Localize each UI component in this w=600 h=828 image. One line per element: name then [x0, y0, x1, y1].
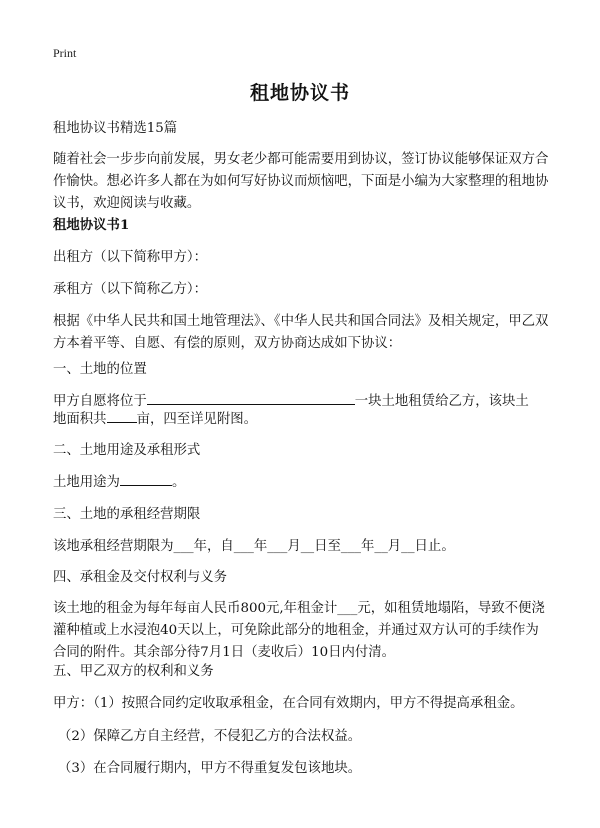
clause2-title: 二、土地用途及承租形式 [53, 443, 201, 458]
clause5-item1: 甲方：（1）按照合同约定收取承租金，在合同有效期内，甲方不得提高承租金。 [53, 696, 524, 711]
clause5-item3: （3）在合同履行期内，甲方不得重复发包该地块。 [58, 761, 362, 776]
clause1-title: 一、土地的位置 [53, 362, 147, 377]
clause5-title: 五、甲乙双方的权利和义务 [53, 664, 214, 679]
lessor-line: 出租方（以下简称甲方）： [53, 250, 207, 265]
clause1-text-a: 甲方自愿将位于 [53, 394, 147, 409]
clause3-title: 三、土地的承租经营期限 [53, 507, 201, 522]
clause2-text-b: 。 [171, 475, 186, 490]
clause4-title: 四、承租金及交付权利与义务 [53, 570, 228, 585]
document-subtitle: 租地协议书精选15篇 [53, 121, 178, 136]
clause1-text-d: 亩，四至详见附图。 [136, 412, 258, 427]
clause1-line2 [53, 409, 553, 431]
section-heading: 租地协议书1 [53, 217, 130, 233]
clause3-text: 该地承租经营期限为___年，自___年___月__日至___年__月__日止。 [53, 539, 455, 554]
document-title: 租地协议书 [249, 82, 350, 104]
clause2-line [53, 472, 553, 494]
basis-paragraph: 根据《中华人民共和国土地管理法》、《中华人民共和国合同法》及相关规定，甲乙双方本着平等、自愿、有偿的原则，双方协商达成如下协议： [53, 314, 549, 351]
lessee-line: 承租方（以下简称乙方）： [53, 282, 207, 297]
usage-blank [120, 472, 172, 486]
area-blank [107, 409, 137, 423]
intro-paragraph: 随着社会一步步向前发展，男女老少都可能需要用到协议，签订协议能够保证双方合作愉快。想必许多人都在为如何写好协议而烦恼吧，下面是小编为大家整理的租地协议书，欢迎阅读与收藏。 [53, 152, 549, 211]
clause1-text-b: 一块土地租赁给乙方，该块土 [354, 394, 529, 409]
clause5-item2: （2）保障乙方自主经营，不侵犯乙方的合法权益。 [58, 729, 362, 744]
clause2-text-a: 土地用途为 [53, 475, 120, 490]
clause4-paragraph: 该土地的租金为每年每亩人民币800元,年租金计___元，如租赁地塌陷，导致不便浇灌种植或上水浸泡40天以上，可免除此部分的地租金，并通过双方认可的手续作为合同的附件。其余部分待7月1日（麦收后）10日内付清。 [53, 601, 545, 660]
clause1-text-c: 地面积共 [53, 412, 107, 427]
print-link[interactable]: Print [53, 46, 77, 60]
location-blank [147, 391, 355, 405]
